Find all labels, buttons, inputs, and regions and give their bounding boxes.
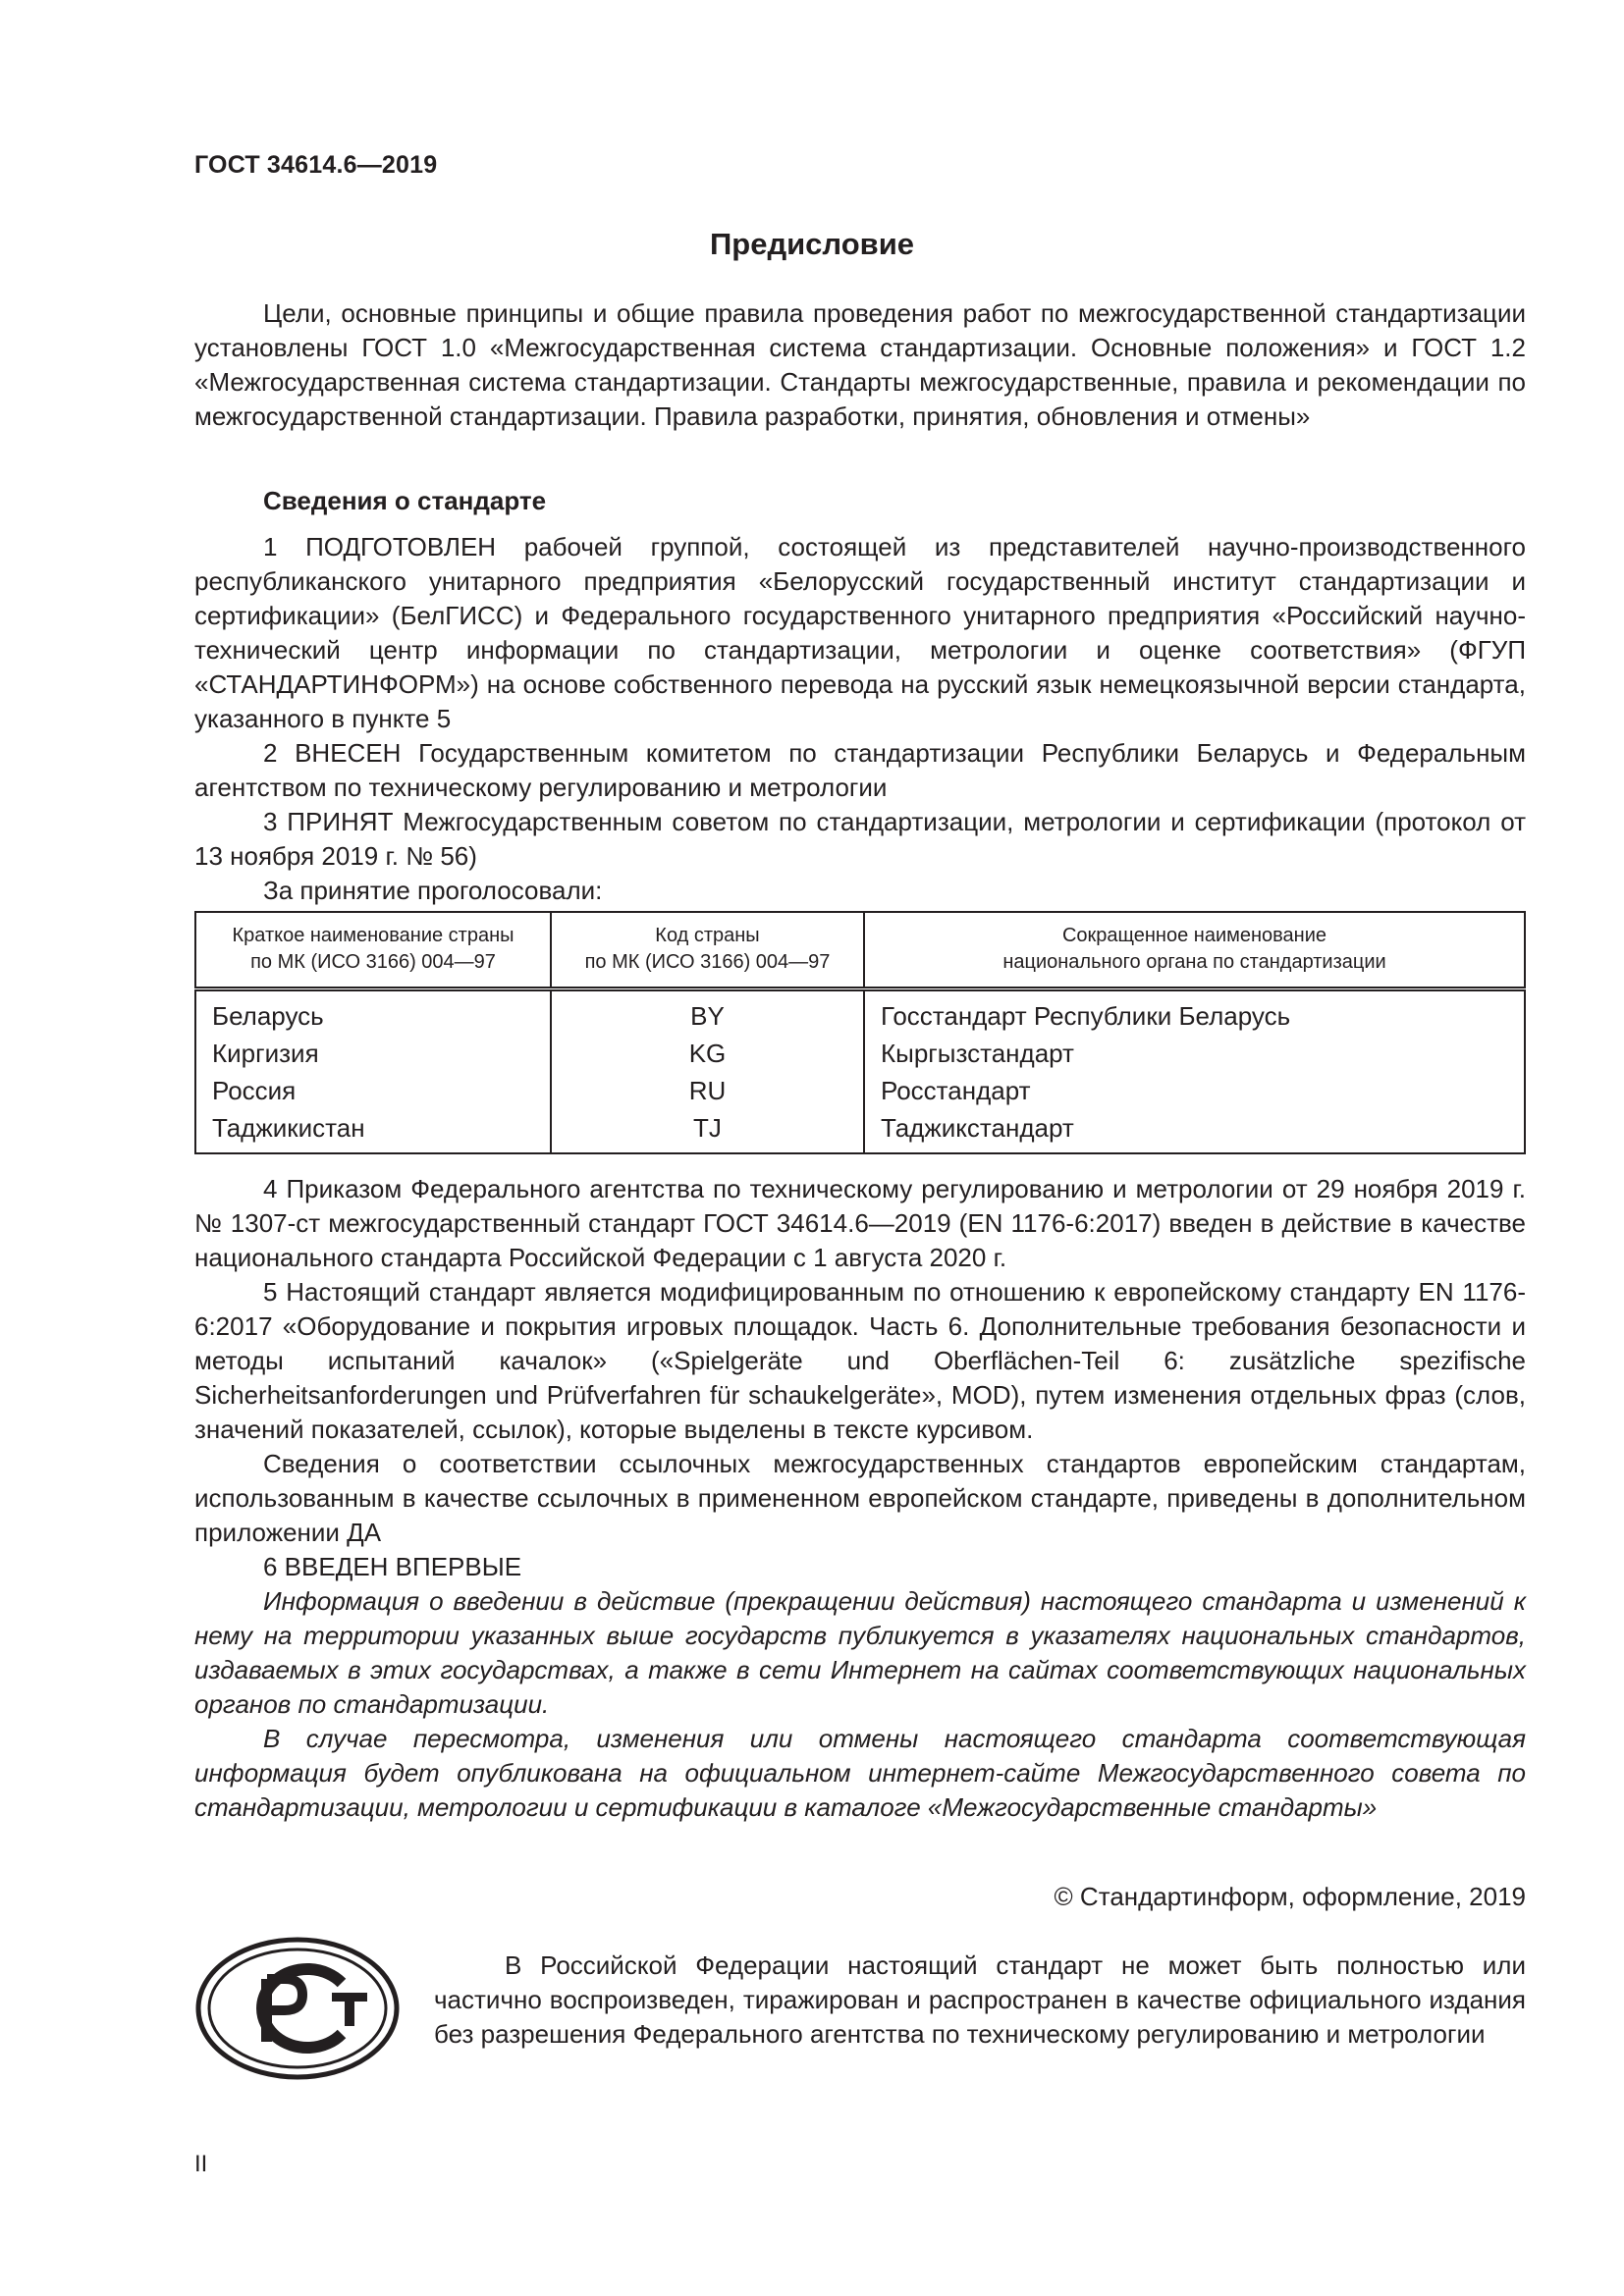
national-body: Госстандарт Республики Беларусь — [881, 1001, 1291, 1031]
table-row — [195, 1109, 1525, 1153]
country-name: Россия — [195, 1072, 551, 1109]
copyright-line: © Стандартинформ, оформление, 2019 — [1054, 1882, 1526, 1911]
item-adopted: 3 ПРИНЯТ Межгосударственным советом по стандартизации, метрологии и сертификации (протокол от 13 ноября 2019 г. № 56) — [194, 807, 1526, 871]
notice-text: В Российской Федерации настоящий стандарт не может быть полностью или частично воспроизведен, тиражирован и распространен в качестве официального издания без разрешения Федерального агентства по техническому регулированию и метрологии — [434, 1950, 1526, 2049]
enactment-section — [194, 1172, 1526, 1584]
item-references: Сведения о соответствии ссылочных межгосударственных стандартов европейским стандартам, использованным в качестве ссылочных в примененном европейском стандарте, приведены в дополнительном приложении ДА — [194, 1449, 1526, 1547]
item-prepared: 1 ПОДГОТОВЛЕН рабочей группой, состоящей из представителей научно-производственного республиканского унитарного предприятия «Белорусский государственный институт стандартизации и сертификации» (БелГИСС) и Федерального государственного унитарного предприятия «Российский научно-технический центр информации по стандартизации, метрологии и оценке соответствия» (ФГУП «СТАНДАРТИНФОРМ») на основе собственного перевода на русский язык немецкоязычной версии стандарта, указанного в пункте 5 — [194, 532, 1526, 733]
standard-info-heading: Сведения о стандарте — [263, 486, 547, 515]
country-code: BY — [551, 989, 864, 1036]
italic-note-revision: В случае пересмотра, изменения или отмены настоящего стандарта соответствующая информация будет опубликована на официальном интернет-сайте Межгосударственного совета по стандартизации, метрологии и сертификации в каталоге «Межгосударственные стандарты» — [194, 1724, 1526, 1822]
item-first-introduced: 6 ВВЕДЕН ВПЕРВЫЕ — [263, 1552, 522, 1581]
item-submitted: 2 ВНЕСЕН Государственным комитетом по стандартизации Республики Беларусь и Федеральным агентством по техническому регулированию и метрологии — [194, 738, 1526, 802]
national-body: Кыргызстандарт — [881, 1039, 1074, 1068]
rst-logo-svg — [194, 1936, 401, 2081]
italic-note-enactment: Информация о введении в действие (прекращении действия) настоящего стандарта и изменений к нему на территории указанных выше государств публикуется в указателях национальных стандартов, издаваемых в этих государствах, а также в сети Интернет на сайтах соответствующих национальных органов по стандартизации. — [194, 1586, 1526, 1719]
header-national-body: Сокращенное наименование национального органа по стандартизации — [1002, 925, 1386, 973]
national-body: Росстандарт — [881, 1076, 1031, 1105]
intro-paragraph: Цели, основные принципы и общие правила проведения работ по межгосударственной стандартизации установлены ГОСТ 1.0 «Межгосударственная система стандартизации. Основные положения» и ГОСТ 1.2 «Межгосударственная система стандартизации. Стандарты межгосударственные, правила и рекомендации по межгосударственной стандартизации. Правила разработки, принятия, обновления и отмены» — [194, 298, 1526, 431]
header-country-name: Краткое наименование страны по МК (ИСО 3166) 004—97 — [195, 912, 551, 989]
vote-table — [194, 911, 1526, 1154]
country-code: RU — [551, 1072, 864, 1109]
copyright-notice — [434, 1949, 1526, 2052]
country-code: KG — [551, 1035, 864, 1072]
country-name: Таджикистан — [195, 1109, 551, 1153]
table-row — [195, 989, 1525, 1036]
country-name: Киргизия — [195, 1035, 551, 1072]
item-enacted: 4 Приказом Федерального агентства по техническому регулированию и метрологии от 29 ноября 2019 г. № 1307-ст межгосударственный стандарт ГОСТ 34614.6—2019 (EN 1176-6:2017) введен в действие в качестве национального стандарта Российской Федерации с 1 августа 2020 г. — [194, 1174, 1526, 1272]
country-name: Беларусь — [195, 989, 551, 1036]
table-row — [195, 1035, 1525, 1072]
national-body: Таджикстандарт — [881, 1113, 1074, 1143]
intro-section — [194, 296, 1526, 434]
header-country-code: Код страны по МК (ИСО 3166) 004—97 — [551, 912, 864, 989]
doc-code: ГОСТ 34614.6—2019 — [194, 151, 438, 179]
page-number: II — [194, 2151, 208, 2177]
vote-intro: За принятие проголосовали: — [263, 876, 603, 905]
rst-certification-mark-icon — [194, 1936, 401, 2081]
table-row — [195, 1072, 1525, 1109]
item-modified: 5 Настоящий стандарт является модифицированным по отношению к европейскому стандарту EN 1176-6:2017 «Оборудование и покрытия игровых площадок. Часть 6. Дополнительные требования безопасности и методы испытаний качалок» («Spielgeräte und Oberflächen-Teil 6: zusätzliche spezifische Sicherheitsanforderungen und Prüfverfahren für schaukelgeräte», MOD), путем изменения отдельных фраз (слов, значений показателей, ссылок), которые выделены в тексте курсивом. — [194, 1277, 1526, 1444]
standard-info-section — [194, 484, 1526, 908]
page-title: Предисловие — [709, 227, 914, 261]
italic-notes-section — [194, 1584, 1526, 1825]
vote-table-header-row — [195, 912, 1525, 989]
country-code: TJ — [551, 1109, 864, 1153]
